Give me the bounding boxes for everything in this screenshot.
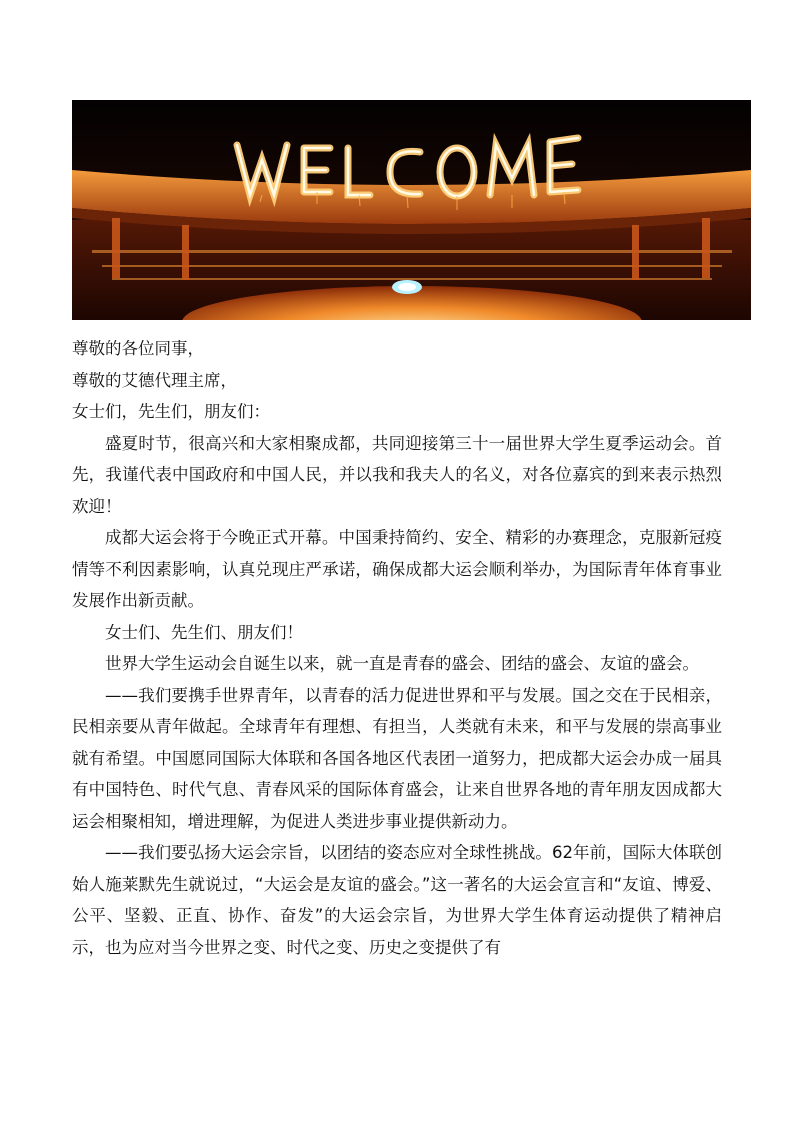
welcome-banner-image (72, 100, 751, 320)
greeting-line: 女士们，先生们，朋友们： (72, 402, 270, 421)
paragraph: ——我们要携手世界青年，以青春的活力促进世界和平与发展。国之交在于民相亲，民相亲要从青年做起。全球青年有理想、有担当，人类就有未来，和平与发展的崇高事业就有希望。中国愿同国际大体联和各国各地区代表团一道努力，把成都大运会办成一届具有中国特色、时代气息、青春风采的国际体育盛会，让来自世界各地的青年朋友因成都大运会相聚相知，增进理解，为促进人类进步事业提供新动力。 (72, 685, 722, 831)
stadium-fireworks-illustration (72, 100, 751, 320)
paragraph: 世界大学生运动会自诞生以来，就一直是青春的盛会、团结的盛会、友谊的盛会。 (105, 654, 699, 673)
paragraph: 盛夏时节，很高兴和大家相聚成都，共同迎接第三十一届世界大学生夏季运动会。首先，我谨代表中国政府和中国人民，并以我和我夫人的名义，对各位嘉宾的到来表示热烈欢迎！ (72, 433, 722, 516)
greeting-line: 尊敬的各位同事， (72, 339, 204, 358)
greeting-line: 尊敬的艾德代理主席， (72, 370, 237, 390)
paragraph: 成都大运会将于今晚正式开幕。中国秉持简约、安全、精彩的办赛理念，克服新冠疫情等不利因素影响，认真兑现庄严承诺，确保成都大运会顺利举办，为国际青年体育事业发展作出新贡献。 (72, 528, 722, 610)
paragraph: 女士们、先生们、朋友们！ (105, 622, 303, 642)
paragraph: ——我们要弘扬大运会宗旨，以团结的姿态应对全球性挑战。62年前，国际大体联创始人施莱默先生就说过，“大运会是友谊的盛会。”这一著名的大运会宣言和“友谊、博爱、公平、坚毅、正直、协作、奋发”的大运会宗旨，为世界大学生体育运动提供了精神启示，也为应对当今世界之变、时代之变、历史之变提供了有 (72, 843, 722, 957)
speech-body (72, 333, 722, 963)
